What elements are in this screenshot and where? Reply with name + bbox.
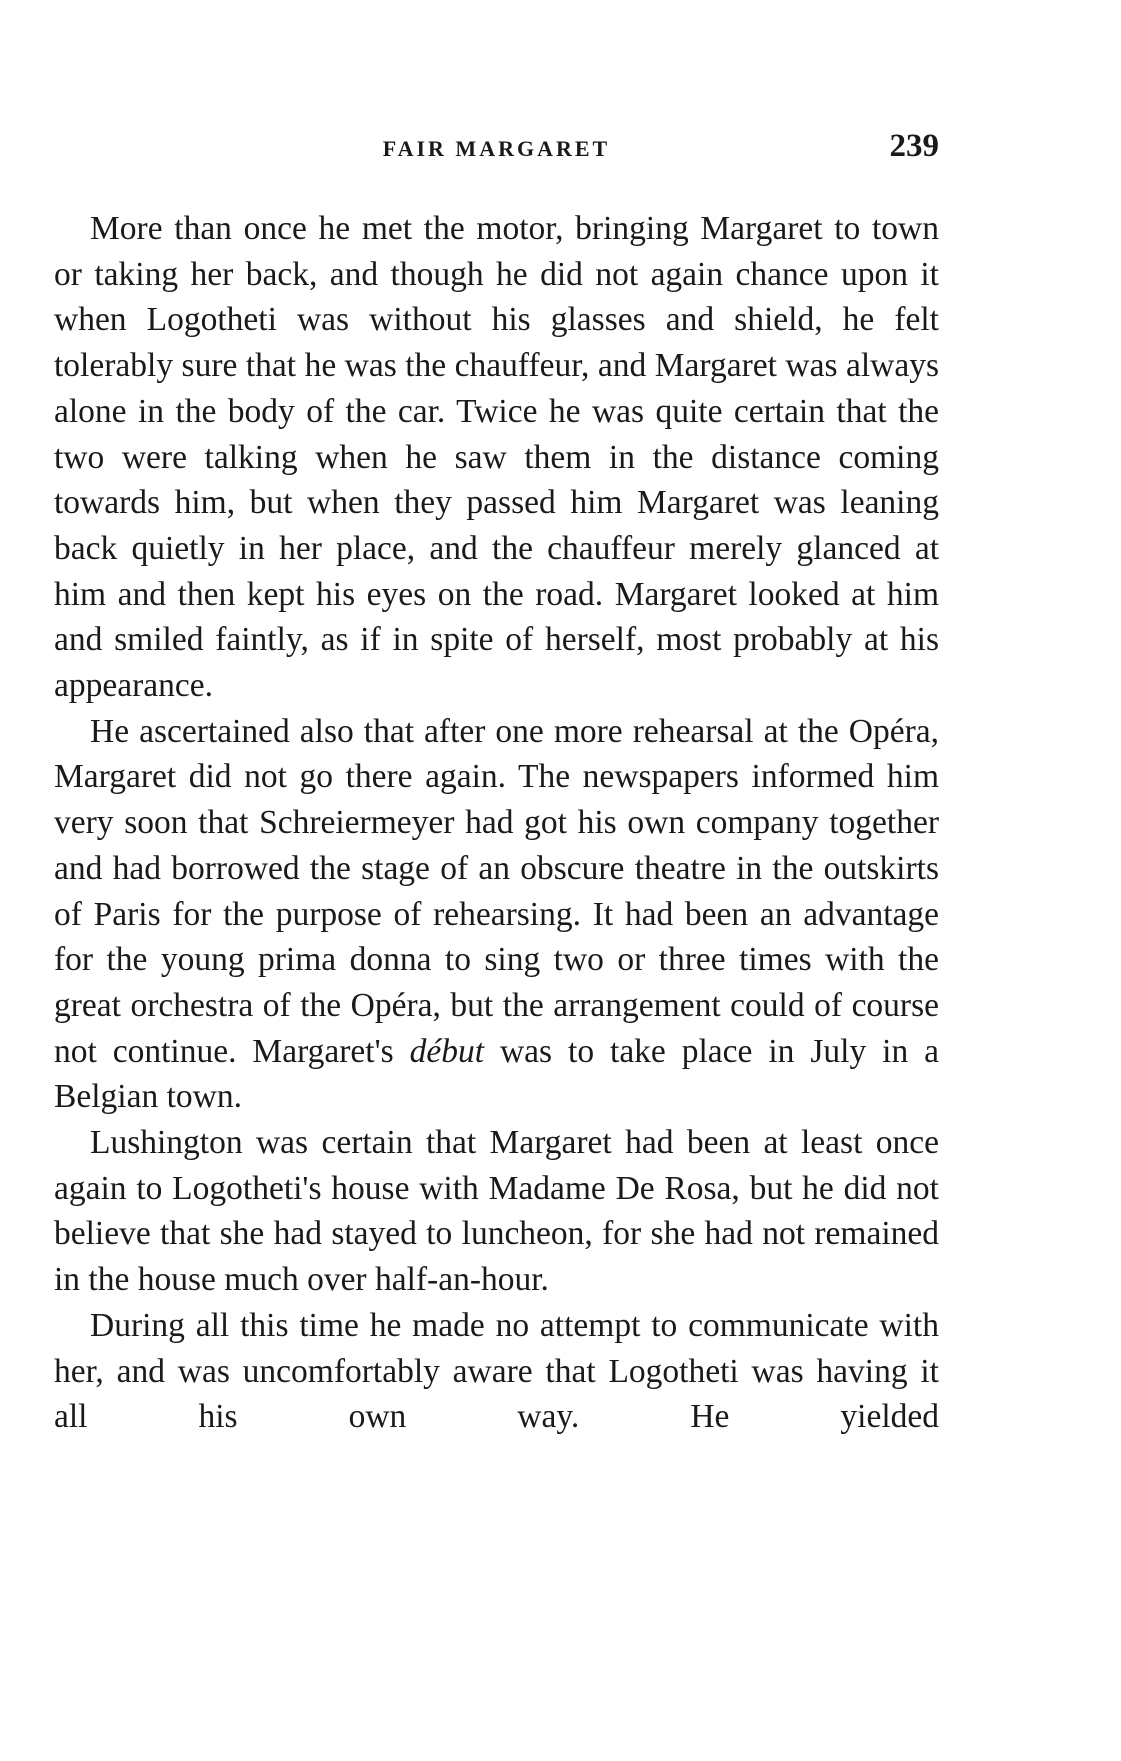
paragraph: More than once he met the motor, bringing Margaret to town or taking her back, and though he did not again chance upon it when Logotheti was without his glasses and shield, he felt tolerably sure that he was the chauffeur, and Margaret was always alone in the body of the car. Twice he was quite certain that the two were talking when he saw them in the distance coming towards him, but when they passed him Margaret was leaning back quietly in her place, and the chauffeur merely glanced at him and then kept his eyes on the road. Margaret looked at him and smiled faintly, as if in spite of herself, most probably at his appearance. <box>54 210 939 705</box>
italic-word: début <box>409 1032 485 1070</box>
paragraph-text: He ascertained also that after one more rehearsal at the Opéra, Margaret did not go there again. The newspapers informed him very soon that Schreiermeyer had got his own company together and had borrowed the stage of an obscure theatre in the outskirts of Paris for the purpose of rehearsing. It had been an advantage for the young prima donna to sing two or three times with the great orchestra of the Opéra, but the arrangement could of course not continue. Margaret's <box>54 712 939 1070</box>
running-head <box>54 128 939 172</box>
paragraph <box>54 709 939 1120</box>
paragraph: Lushington was certain that Margaret had been at least once again to Logotheti's house with Madame De Rosa, but he did not believe that she had stayed to luncheon, for she had not remained in the house much over half-an-hour. <box>54 1124 939 1299</box>
running-title: FAIR MARGARET <box>382 136 611 161</box>
page-number: 239 <box>889 128 939 164</box>
paragraph: During all this time he made no attempt to communicate with her, and was uncomfortably aware that Logotheti was having it all his own way. He yielded <box>54 1306 939 1436</box>
body-text <box>54 206 939 1440</box>
paragraph-text: was to take place in July in a Belgian town. <box>54 1032 939 1116</box>
